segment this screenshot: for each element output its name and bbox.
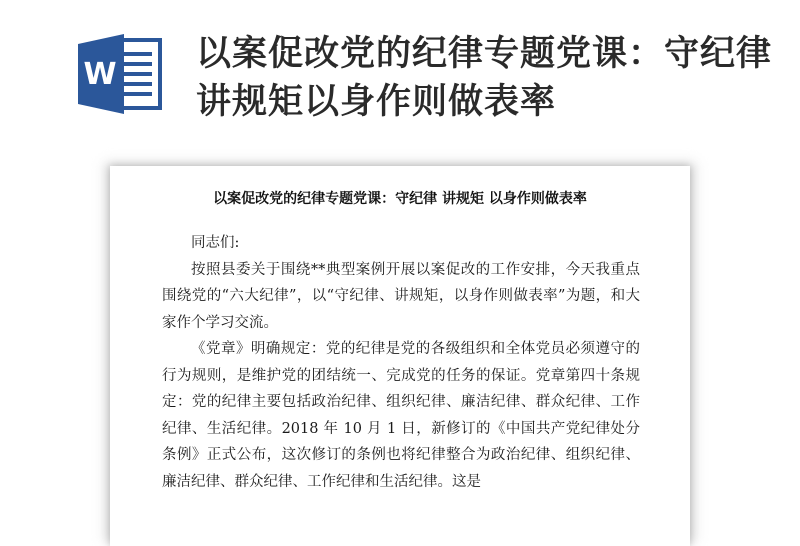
document-body — [162, 230, 640, 495]
document-page — [110, 166, 690, 546]
paragraph: 《党章》明确规定：党的纪律是党的各级组织和全体党员必须遵守的行为规则，是维护党的团结统一、完成党的任务的保证。党章第四十条规定：党的纪律主要包括政治纪律、组织纪律、廉洁纪律、群众纪律、工作纪律、生活纪律。2018 年 10 月 1 日，新修订的《中国共产党纪律处分条例》正式公布，这次修订的条例也将纪律整合为政治纪律、组织纪律、廉洁纪律、群众纪律、工作纪律和生活纪律。这是 — [162, 341, 640, 490]
word-icon-letter: W — [83, 57, 117, 92]
paragraph: 同志们: — [191, 235, 240, 251]
header — [0, 0, 800, 150]
document-title: 以案促改党的纪律专题党课：守纪律 讲规矩 以身作则做表率 — [213, 191, 587, 207]
paragraph: 按照县委关于围绕**典型案例开展以案促改的工作安排，今天我重点围绕党的“六大纪律”，以“守纪律、讲规矩，以身作则做表率”为题，和大家作个学习交流。 — [162, 261, 640, 331]
word-document-icon — [76, 32, 166, 116]
page-title: 以案促改党的纪律专题党课：守纪律讲规矩以身作则做表率 — [196, 34, 773, 122]
